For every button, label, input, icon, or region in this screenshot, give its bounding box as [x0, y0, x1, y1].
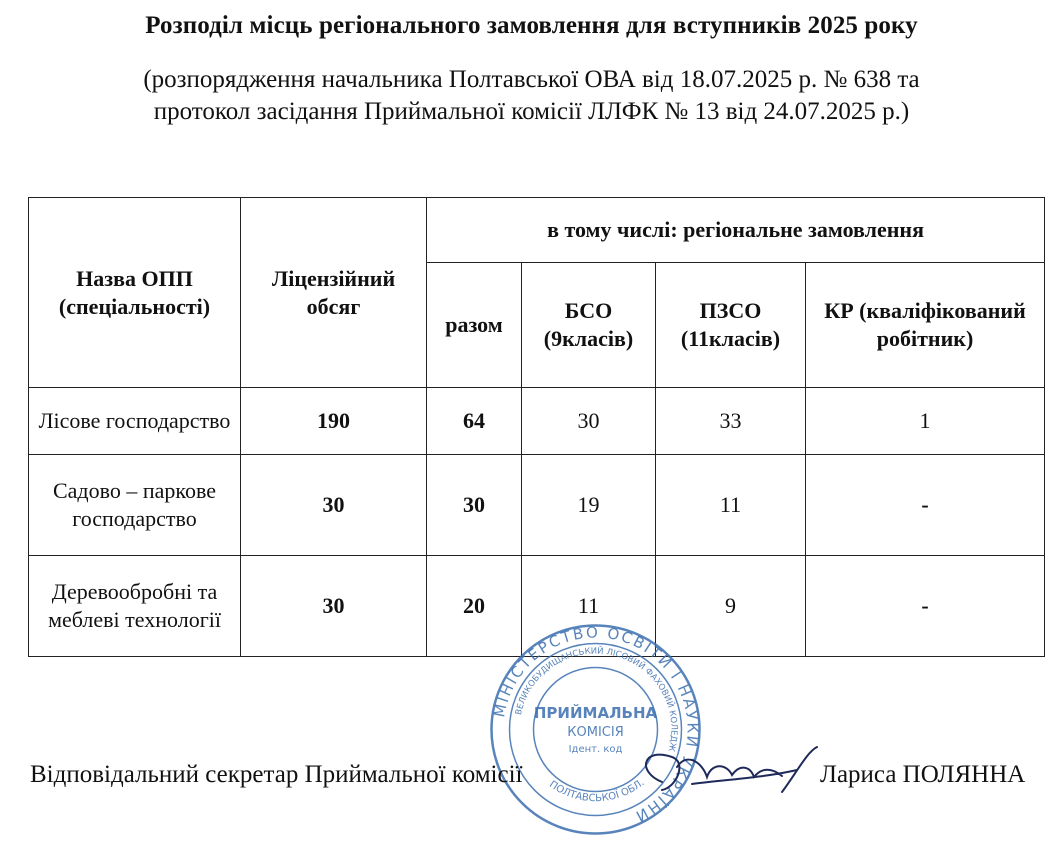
- stamp-bottom-text: ПОЛТАВСЬКОЇ ОБЛ.: [547, 777, 647, 805]
- page-title: Розподіл місць регіонального замовлення для вступників 2025 року: [145, 12, 918, 39]
- header-bso: БСО (9класів): [522, 262, 656, 387]
- signer-name: Лариса ПОЛЯННА: [820, 761, 1026, 788]
- stamp-center-line-2: КОМІСІЯ: [567, 725, 624, 740]
- signature-line: [30, 761, 1040, 801]
- stamp-inner-text: ВЕЛИКОБУДИЩАНСЬКИЙ ЛІСОВИЙ ФАХОВИЙ КОЛЕДЖ: [513, 646, 679, 753]
- table-header-row: [29, 198, 1045, 263]
- cell-kr: -: [806, 555, 1045, 656]
- header-kr: КР (кваліфікований робітник): [806, 262, 1045, 387]
- cell-pzso: 11: [656, 454, 806, 555]
- cell-pzso: 33: [656, 388, 806, 455]
- stamp-center-line-3: Ідент. код: [568, 744, 623, 755]
- cell-total: 30: [427, 454, 522, 555]
- header-program: Назва ОПП (спеціальності): [29, 198, 241, 388]
- cell-bso: 19: [522, 454, 656, 555]
- cell-license: 30: [241, 555, 427, 656]
- cell-total: 64: [427, 388, 522, 455]
- cell-bso: 11: [522, 555, 656, 656]
- cell-license: 30: [241, 454, 427, 555]
- signer-role: Відповідальний секретар Приймальної комісії: [30, 761, 523, 788]
- cell-pzso: 9: [656, 555, 806, 656]
- header-regional-group: в тому числі: регіональне замовлення: [427, 198, 1045, 263]
- handwritten-signature: [632, 742, 832, 812]
- header-total: разом: [427, 262, 522, 387]
- cell-bso: 30: [522, 388, 656, 455]
- cell-program: Деревообробні та меблеві технології: [29, 555, 241, 656]
- cell-total: 20: [427, 555, 522, 656]
- cell-program: Садово – паркове господарство: [29, 454, 241, 555]
- cell-kr: 1: [806, 388, 1045, 455]
- cell-license: 190: [241, 388, 427, 455]
- stamp-outer-text: МІНІСТЕРСТВО ОСВІТИ І НАУКИ УКРАЇНИ: [490, 623, 702, 827]
- header-pzso: ПЗСО (11класів): [656, 262, 806, 387]
- table-row: [29, 454, 1045, 555]
- subtitle-line-2: протокол засідання Приймальної комісії ЛЛФК № 13 від 24.07.2025 р.): [153, 98, 910, 125]
- cell-kr: -: [806, 454, 1045, 555]
- table-row: [29, 388, 1045, 455]
- subtitle-line-1: (розпорядження начальника Полтавської ОВА від 18.07.2025 р. № 638 та: [143, 66, 920, 93]
- page-subtitle: [0, 64, 1063, 128]
- cell-program: Лісове господарство: [29, 388, 241, 455]
- stamp-center-line-1: ПРИЙМАЛЬНА: [533, 704, 658, 722]
- header-license: Ліцензійний обсяг: [241, 198, 427, 388]
- allocation-table: [28, 197, 1045, 657]
